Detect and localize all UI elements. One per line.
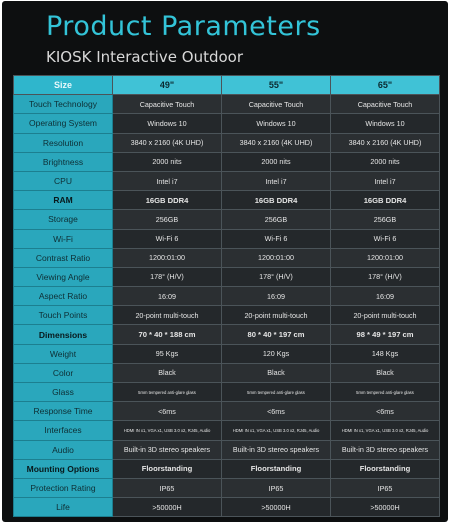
table-cell: Built-in 3D stereo speakers [222,440,331,459]
table-cell: 5mm tempered anti-glare glass [222,383,331,402]
table-cell: Floorstanding [331,459,440,478]
table-cell: 16GB DDR4 [331,191,440,210]
table-cell: 98 * 49 * 197 cm [331,325,440,344]
table-row [14,114,440,133]
table-cell: 95 Kgs [113,344,222,363]
table-cell: <6ms [331,402,440,421]
table-row [14,171,440,190]
table-cell: Intel i7 [331,171,440,190]
row-label: Storage [14,210,113,229]
table-cell: 3840 x 2160 (4K UHD) [113,133,222,152]
table-cell: 5mm tempered anti-glare glass [331,383,440,402]
table-cell: 2000 nits [113,152,222,171]
table-cell: Capacitive Touch [331,95,440,114]
page-title: Product Parameters [46,11,321,42]
table-row [14,229,440,248]
row-label: Contrast Ratio [14,248,113,267]
table-row [14,440,440,459]
table-cell: Built-in 3D stereo speakers [113,440,222,459]
table-cell: 256GB [113,210,222,229]
column-header-65: 65" [331,76,440,95]
row-label: Brightness [14,152,113,171]
table-cell: 2000 nits [331,152,440,171]
table-cell: IP65 [331,478,440,497]
table-row [14,191,440,210]
spec-table [13,75,440,517]
table-cell: Black [222,363,331,382]
table-cell: 20-point multi-touch [331,306,440,325]
row-label: Weight [14,344,113,363]
table-cell: 80 * 40 * 197 cm [222,325,331,344]
table-cell: Intel i7 [113,171,222,190]
table-row [14,152,440,171]
table-cell: 178° (H/V) [113,267,222,286]
row-label: Touch Technology [14,95,113,114]
table-cell: HDMI IN x1, VGA x1, USB 3.0 x2, RJ45, Audio [113,421,222,440]
table-cell: 20-point multi-touch [222,306,331,325]
table-cell: 20-point multi-touch [113,306,222,325]
row-label: Viewing Angle [14,267,113,286]
table-row [14,363,440,382]
size-header: Size [14,76,113,95]
row-label: Life [14,498,113,517]
column-header-49: 49" [113,76,222,95]
table-row [14,287,440,306]
header-row [14,76,440,95]
table-cell: 120 Kgs [222,344,331,363]
row-label: Glass [14,383,113,402]
table-cell: Wi-Fi 6 [222,229,331,248]
table-row [14,306,440,325]
table-cell: 16:09 [331,287,440,306]
table-cell: Wi-Fi 6 [331,229,440,248]
column-header-55: 55" [222,76,331,95]
table-cell: 3840 x 2160 (4K UHD) [331,133,440,152]
table-cell: 70 * 40 * 188 cm [113,325,222,344]
table-row [14,459,440,478]
table-cell: 178° (H/V) [222,267,331,286]
row-label: Color [14,363,113,382]
row-label: CPU [14,171,113,190]
table-row [14,344,440,363]
table-row [14,421,440,440]
table-cell: 256GB [222,210,331,229]
table-cell: 256GB [331,210,440,229]
table-cell: Capacitive Touch [222,95,331,114]
row-label: Response Time [14,402,113,421]
table-cell: >50000H [113,498,222,517]
row-label: Operating System [14,114,113,133]
row-label: Dimensions [14,325,113,344]
table-row [14,95,440,114]
spec-sheet [2,1,448,522]
row-label: Resolution [14,133,113,152]
table-cell: 1200:01:00 [113,248,222,267]
table-cell: 5mm tempered anti-glare glass [113,383,222,402]
table-cell: 16GB DDR4 [222,191,331,210]
row-label: RAM [14,191,113,210]
table-cell: 148 Kgs [331,344,440,363]
table-row [14,210,440,229]
table-cell: Black [113,363,222,382]
table-cell: 16:09 [113,287,222,306]
table-cell: Windows 10 [113,114,222,133]
table-cell: IP65 [113,478,222,497]
table-cell: Windows 10 [222,114,331,133]
table-row [14,267,440,286]
table-cell: HDMI IN x1, VGA x1, USB 3.0 x2, RJ45, Audio [222,421,331,440]
table-row [14,498,440,517]
table-cell: 16:09 [222,287,331,306]
table-cell: Capacitive Touch [113,95,222,114]
table-cell: Built-in 3D stereo speakers [331,440,440,459]
table-cell: Black [331,363,440,382]
table-cell: IP65 [222,478,331,497]
table-cell: 16GB DDR4 [113,191,222,210]
table-cell: 1200:01:00 [331,248,440,267]
table-cell: Windows 10 [331,114,440,133]
table-row [14,133,440,152]
table-cell: >50000H [331,498,440,517]
table-cell: 1200:01:00 [222,248,331,267]
table-cell: HDMI IN x1, VGA x1, USB 3.0 x2, RJ45, Audio [331,421,440,440]
table-row [14,248,440,267]
table-cell: Floorstanding [113,459,222,478]
table-row [14,325,440,344]
table-cell: Intel i7 [222,171,331,190]
table-cell: 3840 x 2160 (4K UHD) [222,133,331,152]
table-row [14,402,440,421]
table-cell: <6ms [113,402,222,421]
row-label: Aspect Ratio [14,287,113,306]
row-label: Mounting Options [14,459,113,478]
table-row [14,478,440,497]
table-cell: Floorstanding [222,459,331,478]
table-cell: <6ms [222,402,331,421]
table-cell: 2000 nits [222,152,331,171]
page-subtitle: KIOSK Interactive Outdoor [46,48,243,66]
table-row [14,383,440,402]
row-label: Protection Rating [14,478,113,497]
row-label: Audio [14,440,113,459]
row-label: Interfaces [14,421,113,440]
table-cell: 178° (H/V) [331,267,440,286]
table-cell: >50000H [222,498,331,517]
row-label: Wi-Fi [14,229,113,248]
row-label: Touch Points [14,306,113,325]
table-cell: Wi-Fi 6 [113,229,222,248]
